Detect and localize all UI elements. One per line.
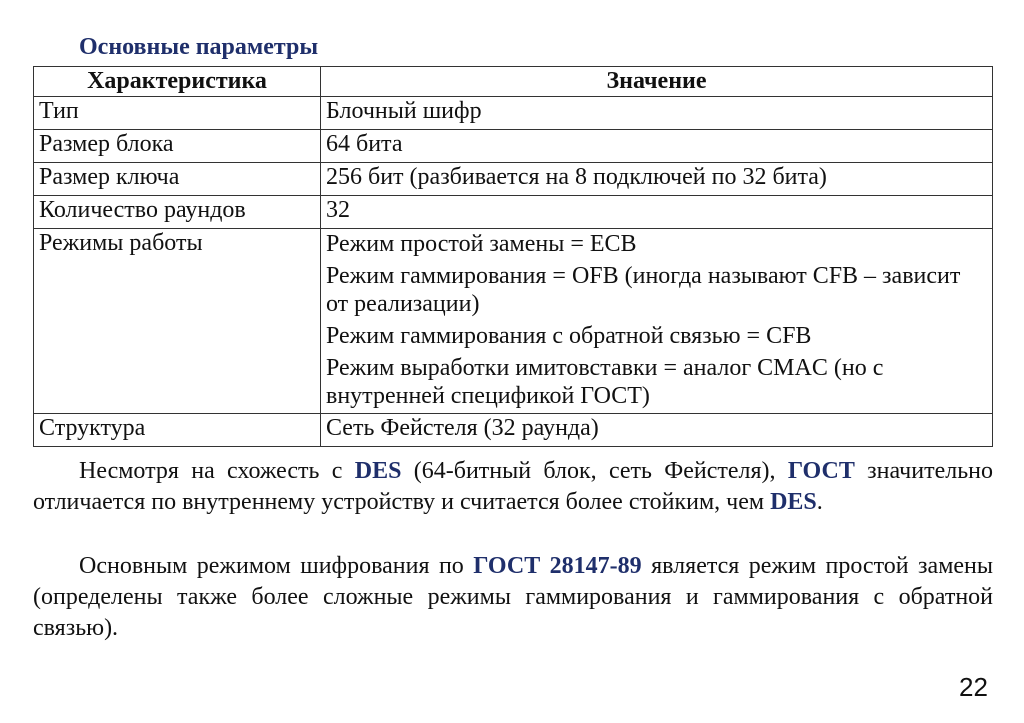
gost-standard-keyword: ГОСТ 28147-89	[473, 553, 642, 579]
p2-text-1: Основным режимом шифрования по	[79, 553, 474, 579]
mode-ecb: Режим простой замены = ECB	[326, 231, 637, 257]
mode-ofb: Режим гаммирования = OFB (иногда называют CFB – зависит от реализации)	[326, 263, 961, 317]
p1-text-4: .	[816, 489, 823, 515]
table-row	[34, 130, 993, 163]
comparison-paragraph	[33, 456, 993, 518]
table-row	[34, 163, 993, 196]
row-value-cell: 32	[321, 196, 993, 229]
table-row	[34, 414, 993, 447]
row-name-cell: Количество раундов	[34, 196, 321, 229]
row-name-cell: Структура	[34, 414, 321, 447]
row-value-cell: 64 бита	[321, 130, 993, 163]
row-value-cell: Сеть Фейстеля (32 раунда)	[321, 414, 993, 447]
gost-keyword: ГОСТ	[787, 458, 855, 484]
des-keyword: DES	[770, 489, 817, 515]
row-name-cell: Размер блока	[34, 130, 321, 163]
p1-text-1: Несмотря на схожесть с	[79, 458, 355, 484]
des-keyword: DES	[354, 458, 402, 484]
modes-cell	[321, 229, 993, 414]
row-name-cell: Режимы работы	[34, 229, 321, 414]
column-header-characteristic: Характеристика	[34, 67, 321, 97]
row-name-cell: Размер ключа	[34, 163, 321, 196]
p1-text-3: значительно отличается по внутреннему устройству и считается более стойким, чем	[33, 458, 994, 515]
column-header-value: Значение	[321, 67, 993, 97]
table-row	[34, 196, 993, 229]
table-header-row	[34, 67, 993, 97]
parameters-table	[33, 66, 993, 447]
mode-cfb: Режим гаммирования с обратной связью = CFB	[326, 323, 812, 349]
mode-cmac: Режим выработки имитовставки = аналог CMAC (но с внутренней спецификой ГОСТ)	[326, 355, 884, 409]
table-row	[34, 97, 993, 130]
page-heading: Основные параметры	[79, 34, 319, 60]
row-name-cell: Тип	[34, 97, 321, 130]
row-value-cell: 256 бит (разбивается на 8 подключей по 32 бита)	[321, 163, 993, 196]
table-row-modes	[34, 229, 993, 414]
p2-text-2: является режим простой замены (определены также более сложные режимы гаммирования и гаммирования с обратной связью).	[33, 553, 993, 641]
main-mode-paragraph	[33, 551, 993, 644]
page-number: 22	[959, 672, 988, 702]
p1-text-2: (64-битный блок, сеть Фейстеля),	[401, 458, 788, 484]
row-value-cell: Блочный шифр	[321, 97, 993, 130]
